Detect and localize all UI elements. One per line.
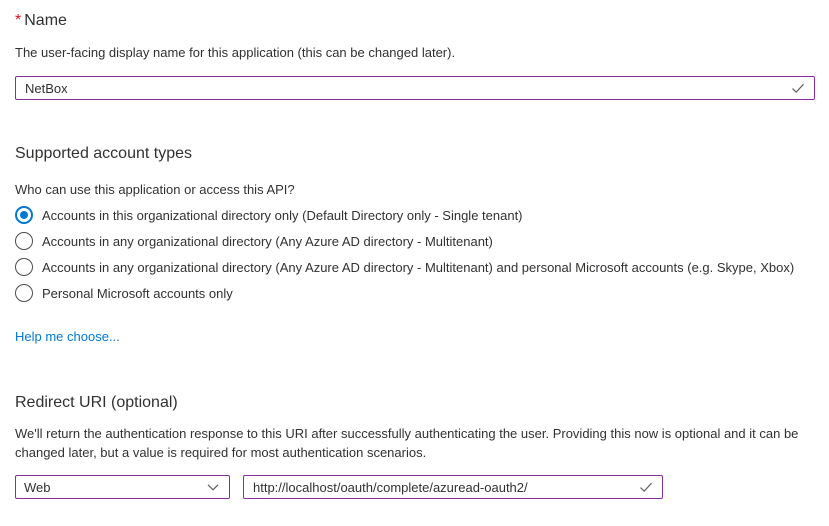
radio-button-icon[interactable] — [15, 232, 33, 250]
redirect-uri-controls — [15, 475, 815, 499]
radio-option-personal-only[interactable] — [15, 280, 815, 306]
radio-option-label[interactable]: Personal Microsoft accounts only — [42, 285, 233, 301]
radio-option-multitenant[interactable] — [15, 228, 815, 254]
valid-checkmark-icon — [790, 80, 806, 96]
platform-select[interactable] — [15, 475, 230, 499]
name-input-value: NetBox — [25, 80, 68, 96]
name-section-title — [15, 10, 815, 32]
help-me-choose-link[interactable]: Help me choose... — [15, 329, 120, 344]
redirect-uri-description: We'll return the authentication response to this URI after successfully authenticating the user. Providing this now is optional and it can be changed later, but a value is required for most authentication scenarios. — [15, 426, 799, 460]
account-types-radio-group — [15, 202, 815, 306]
account-types-title: Supported account types — [15, 145, 193, 162]
name-description: The user-facing display name for this application (this can be changed later). — [15, 45, 456, 60]
required-asterisk: * — [15, 12, 22, 29]
radio-option-label[interactable]: Accounts in any organizational directory (Any Azure AD directory - Multitenant) — [42, 233, 493, 249]
radio-option-label[interactable]: Accounts in any organizational directory (Any Azure AD directory - Multitenant) and personal Microsoft accounts (e.g. Skype, Xbox) — [42, 259, 795, 275]
radio-option-multitenant-personal[interactable] — [15, 254, 815, 280]
redirect-uri-input[interactable] — [243, 475, 663, 499]
account-types-question: Who can use this application or access this API? — [15, 182, 295, 197]
redirect-uri-title: Redirect URI (optional) — [15, 394, 178, 411]
radio-option-label[interactable]: Accounts in this organizational directory only (Default Directory only - Single tenant) — [42, 207, 523, 223]
radio-button-icon[interactable] — [15, 284, 33, 302]
radio-button-icon[interactable] — [15, 258, 33, 276]
chevron-down-icon — [205, 479, 221, 495]
platform-select-value: Web — [24, 479, 51, 495]
radio-button-icon[interactable] — [15, 206, 33, 224]
name-section-title-text: Name — [24, 12, 67, 29]
radio-option-single-tenant[interactable] — [15, 202, 815, 228]
name-input[interactable] — [15, 76, 815, 100]
redirect-uri-input-value: http://localhost/oauth/complete/azuread-oauth2/ — [253, 479, 528, 495]
valid-checkmark-icon — [638, 479, 654, 495]
